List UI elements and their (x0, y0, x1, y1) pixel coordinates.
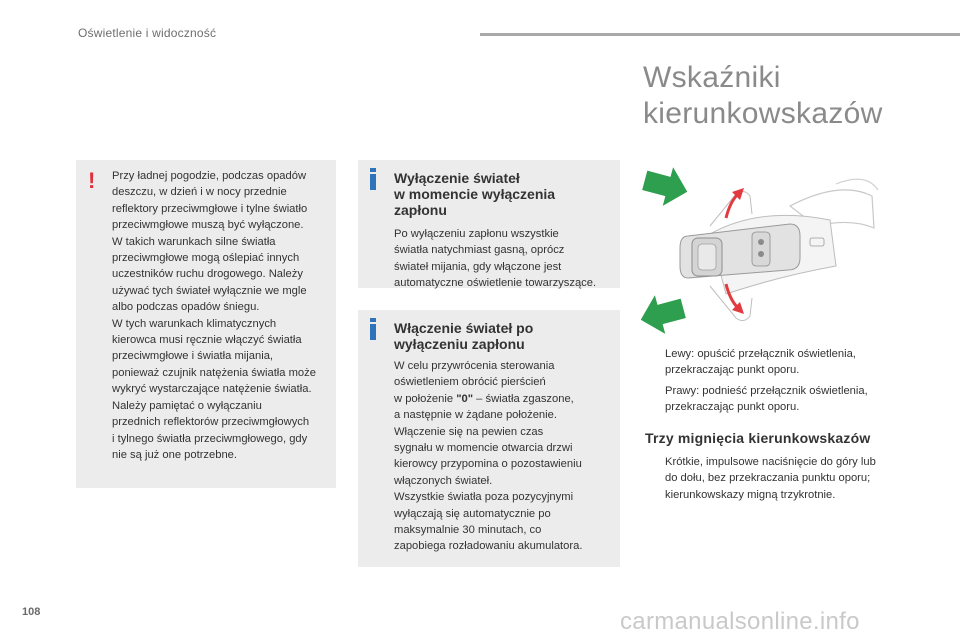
bullet-line: Prawy: podnieść przełącznik oświetlenia, (665, 384, 868, 397)
section-header: Oświetlenie i widoczność (78, 26, 217, 40)
red-arrow-up (726, 194, 738, 218)
green-arrow-left (640, 289, 688, 338)
body-line: automatyczne oświetlenie towarzyszące. (394, 277, 597, 290)
page-title-line-1: Wskaźniki (643, 61, 781, 94)
bullet-line: Krótkie, impulsowe naciśnięcie do góry lub (665, 456, 876, 468)
stalk-ring-inner (698, 244, 716, 270)
info-box-body (394, 226, 616, 292)
warning-line: Przy ładnej pogodzie, podczas opadów (112, 170, 307, 182)
body-text: w położenie (394, 392, 457, 405)
header-rule (480, 33, 960, 36)
body-line: świateł mijania, gdy włączone jest (394, 260, 562, 273)
warning-line: wykryć wystarczające natężenie światła. (112, 383, 312, 396)
info-box-title (394, 170, 616, 218)
triple-flash-list (645, 454, 915, 507)
body-line: Wszystkie światła poza pozycyjnymi (394, 491, 574, 504)
title-line: Włączenie świateł po (394, 320, 534, 336)
title-line: zapłonu (394, 202, 447, 218)
body-line: oświetleniem obrócić pierścień (394, 376, 546, 389)
warning-line: nie są już one potrzebne. (112, 448, 238, 461)
body-line: zapobiega rozładowaniu akumulatora. (394, 540, 583, 553)
stalk-control (752, 232, 770, 266)
warning-line: i tylnego światła przeciwmgłowego, gdy (112, 432, 308, 445)
warning-line: W takich warunkach silne światła (112, 235, 276, 248)
list-item (645, 383, 915, 416)
body-text: – światła zgaszone, (473, 392, 574, 405)
warning-line: W tych warunkach klimatycznych (112, 317, 277, 330)
body-line (394, 391, 616, 407)
list-item (645, 454, 915, 503)
warning-line: przeciwmgłowe mogą oślepiać innych (112, 252, 300, 265)
watermark: carmanualsonline.info (620, 608, 860, 635)
warning-icon: ! (88, 168, 96, 193)
bullet-line: przekraczając punkt oporu. (665, 401, 800, 414)
body-line: światła natychmiast gasną, oprócz (394, 244, 565, 257)
warning-line: uczestników ruchu drogowego. Należy (112, 268, 303, 281)
steering-wheel-rim (836, 179, 878, 190)
info-icon (370, 168, 376, 190)
page-title (643, 60, 883, 132)
warning-line: przeciwmgłowe i światła mijania, (112, 350, 274, 363)
body-line: włączonych świateł. (394, 474, 493, 487)
green-arrow-right (640, 166, 692, 211)
position-zero: "0" (456, 392, 474, 405)
title-line: Wyłączenie świateł (394, 170, 520, 186)
list-item (645, 346, 915, 379)
warning-text (112, 168, 332, 463)
info-box-title (394, 320, 616, 352)
bullet-line: kierunkowskazy migną trzykrotnie. (665, 488, 836, 501)
warning-line: używać tych świateł wyłącznie we mgle (112, 284, 307, 297)
warning-line: przeciwmgłowe muszą być wyłączone. (112, 219, 304, 232)
warning-line: ponieważ czujnik natężenia światła może (112, 366, 316, 379)
bullet-line: Lewy: opuścić przełącznik oświetlenia, (665, 348, 856, 360)
info-box-lights-on (358, 310, 620, 567)
body-line: sygnału w momencie otwarcia drzwi (394, 442, 573, 455)
info-box-body (394, 358, 616, 555)
stalk-symbol (758, 239, 764, 245)
page-title-line-2: kierunkowskazów (643, 97, 883, 130)
body-line: a następnie w żądane położenie. (394, 409, 557, 422)
info-box-lights-off (358, 160, 620, 288)
body-line: Po wyłączeniu zapłonu wszystkie (394, 228, 559, 240)
warning-line: reflektory przeciwmgłowe i tylne światło (112, 202, 308, 215)
body-line: maksymalnie 30 minutach, co (394, 524, 542, 537)
warning-line: albo podczas opadów śniegu. (112, 301, 260, 314)
warning-box (76, 160, 336, 488)
title-line: wyłączeniu zapłonu (394, 336, 525, 352)
triple-flash-title: Trzy mignięcia kierunkowskazów (645, 430, 871, 446)
bullet-line: do dołu, bez przekraczania punktu oporu; (665, 472, 871, 485)
stalk-illustration (640, 166, 880, 338)
body-line: Włączenie się na pewien czas (394, 425, 544, 438)
info-icon (370, 318, 376, 340)
body-line: wyłączają się automatycznie po (394, 507, 551, 520)
turn-signal-list (645, 346, 915, 420)
title-line: w momencie wyłączenia (394, 186, 556, 202)
warning-line: przednich reflektorów przeciwmgłowych (112, 416, 310, 429)
body-line: W celu przywrócenia sterowania (394, 360, 555, 372)
body-line: kierowcy przypomina o pozostawieniu (394, 458, 582, 471)
warning-line: kierowca musi ręcznie włączyć światła (112, 334, 302, 347)
warning-line: Należy pamiętać o wyłączaniu (112, 399, 262, 412)
page-number: 108 (22, 606, 41, 618)
bullet-line: przekraczając punkt oporu. (665, 364, 800, 377)
stalk-symbol (758, 251, 764, 257)
warning-line: deszczu, w dzień i w nocy przednie (112, 186, 287, 199)
